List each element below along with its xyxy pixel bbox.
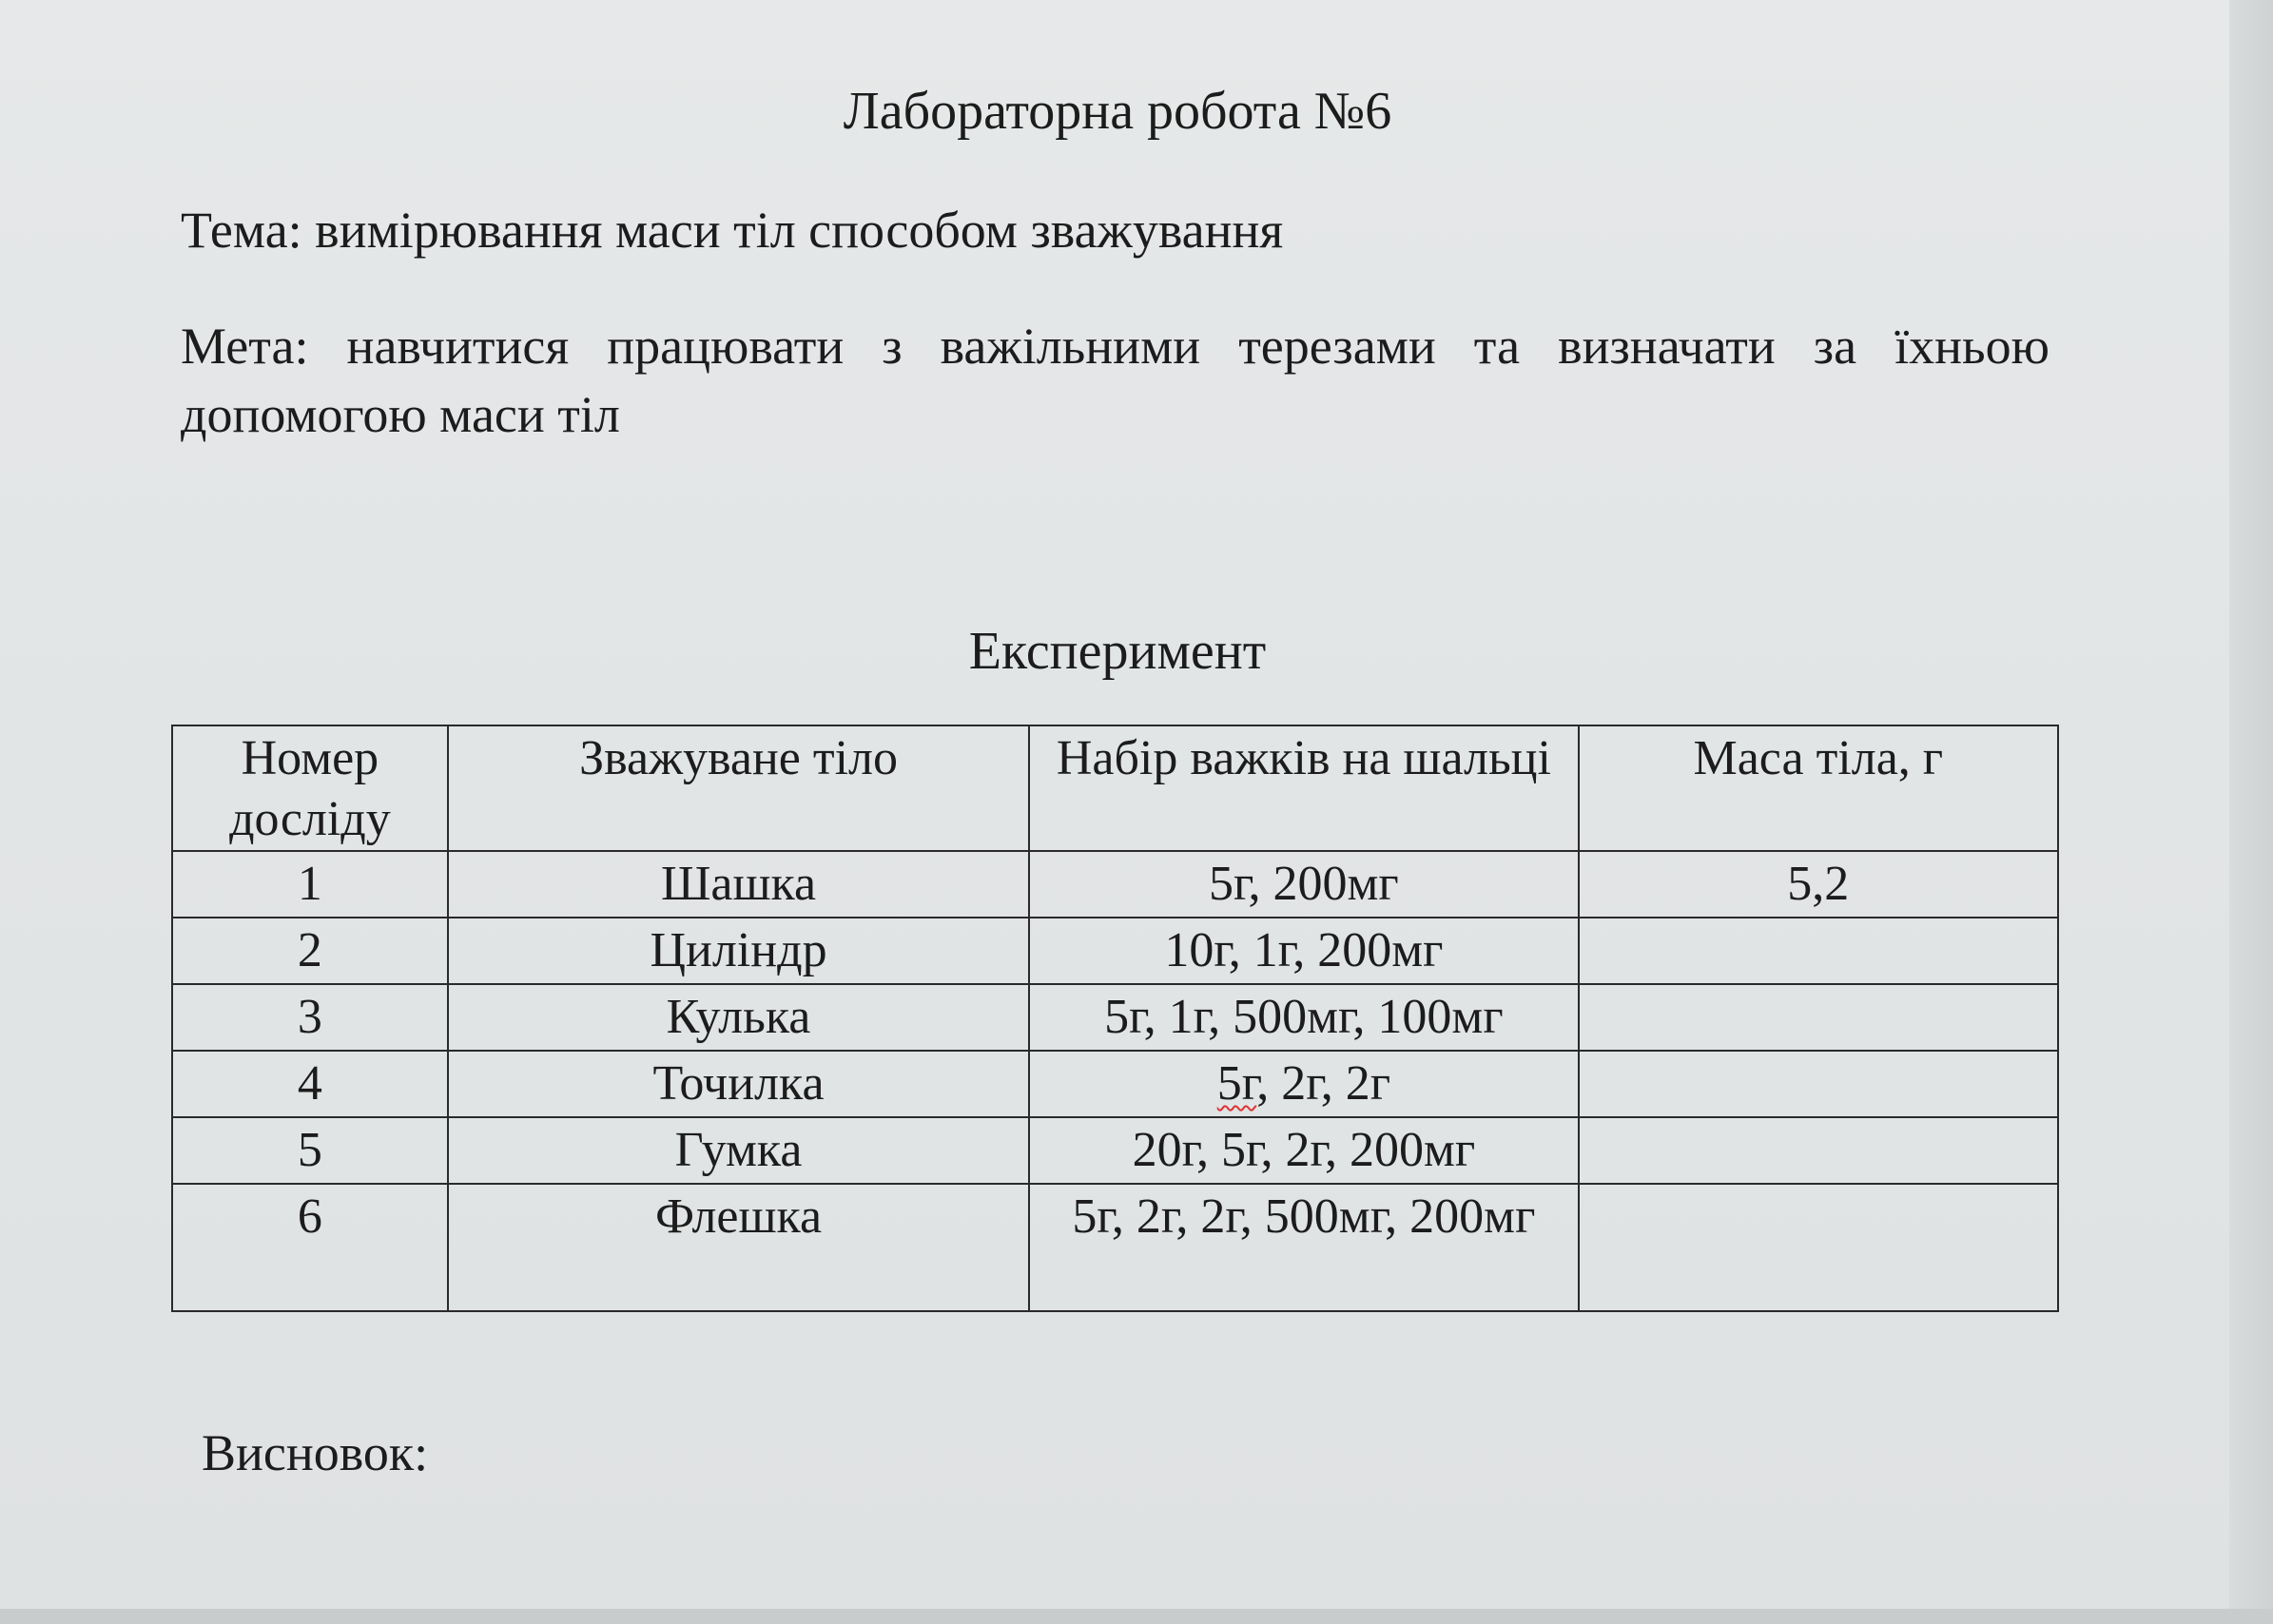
table-header-row [172, 725, 2058, 851]
table-row [172, 918, 2058, 984]
cell-body: Циліндр [448, 918, 1029, 984]
cell-body: Флешка [448, 1184, 1029, 1311]
cell-body: Кулька [448, 984, 1029, 1051]
cell-weights: 5г, 1г, 500мг, 100мг [1029, 984, 1578, 1051]
cell-body: Шашка [448, 851, 1029, 918]
header-body-mass: Маса тіла, г [1579, 725, 2058, 851]
table-row [172, 984, 2058, 1051]
cell-number: 5 [172, 1117, 448, 1184]
cell-weights [1029, 1051, 1578, 1117]
header-experiment-number: Номер досліду [172, 725, 448, 851]
table-row [172, 1184, 2058, 1311]
table-row [172, 1117, 2058, 1184]
page-edge-shadow [2229, 0, 2273, 1624]
cell-body: Гумка [448, 1117, 1029, 1184]
cell-weights: 20г, 5г, 2г, 200мг [1029, 1117, 1578, 1184]
goal-paragraph: Мета: навчитися працювати з важільними терезами та визначати за їхньою допомогою маси тіл [181, 318, 2050, 443]
header-weights-set: Набір важків на шальці [1029, 725, 1578, 851]
cell-number: 6 [172, 1184, 448, 1311]
cell-mass [1579, 1051, 2058, 1117]
cell-number: 4 [172, 1051, 448, 1117]
cell-mass [1579, 1117, 2058, 1184]
topic-line: Тема: вимірювання маси тіл способом зважування [181, 202, 1284, 259]
experiment-table [171, 725, 2059, 1312]
cell-mass [1579, 1184, 2058, 1311]
cell-weights: 5г, 200мг [1029, 851, 1578, 918]
page-bottom-edge [0, 1609, 2273, 1624]
cell-body: Точилка [448, 1051, 1029, 1117]
document-title: Лабораторна робота №6 [843, 82, 1392, 141]
header-weighed-body: Зважуване тіло [448, 725, 1029, 851]
cell-weights: 10г, 1г, 200мг [1029, 918, 1578, 984]
cell-mass: 5,2 [1579, 851, 2058, 918]
cell-number: 1 [172, 851, 448, 918]
cell-weights: 5г, 2г, 2г, 500мг, 200мг [1029, 1184, 1578, 1311]
cell-mass [1579, 918, 2058, 984]
cell-mass [1579, 984, 2058, 1051]
table-row [172, 1051, 2058, 1117]
table-caption: Експеримент [968, 622, 1267, 681]
cell-weights-rest: , 2г, 2г [1256, 1056, 1391, 1111]
conclusion-label: Висновок: [202, 1424, 429, 1481]
cell-number: 3 [172, 984, 448, 1051]
cell-number: 2 [172, 918, 448, 984]
table-row [172, 851, 2058, 918]
spellcheck-underlined-word: 5г [1216, 1056, 1257, 1111]
